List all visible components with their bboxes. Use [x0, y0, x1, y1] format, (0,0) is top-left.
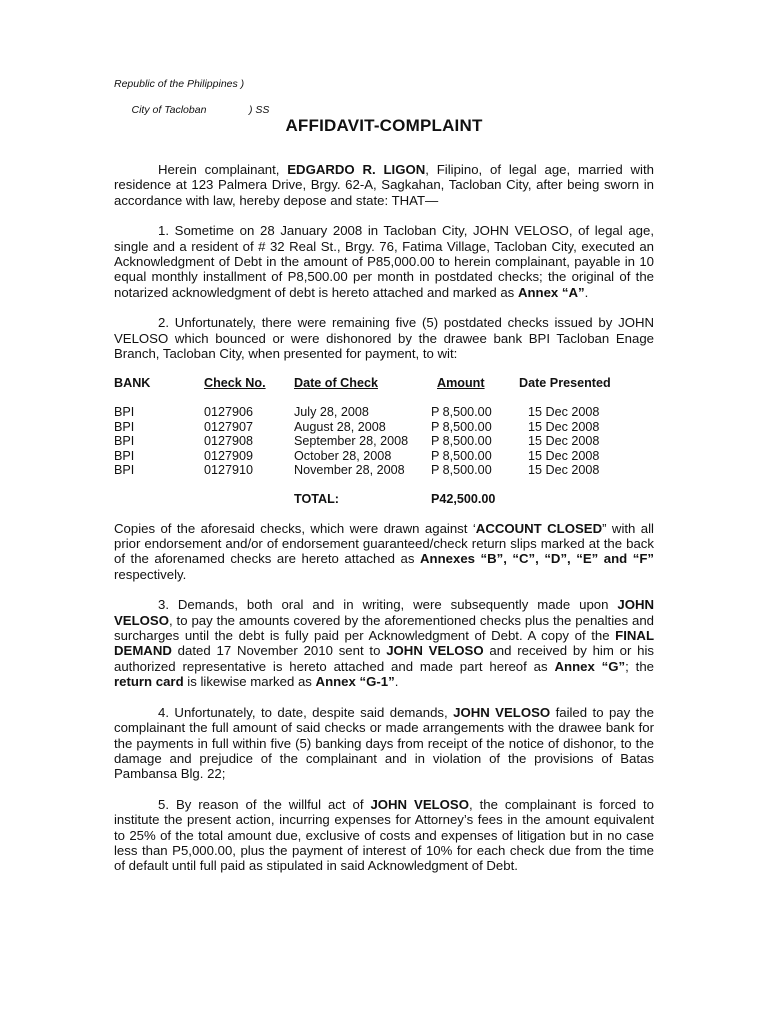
intro-paragraph [114, 162, 654, 208]
table-row [114, 434, 629, 449]
venue-city: City of Tacloban [131, 104, 207, 116]
cell-bank: BPI [114, 434, 135, 449]
return-card: return card [114, 674, 184, 690]
total-value: P42,500.00 [431, 492, 496, 507]
cell-amount: P 8,500.00 [431, 463, 492, 478]
paragraph-2: 2. Unfortunately, there were remaining five (5) postdated checks issued by JOHN VELOSO which bounced or were dishonored by the drawee bank BPI Tacloban Enage Branch, Tacloban City, when presented for payment, to wit: [114, 315, 654, 362]
paragraph-4: 4. Unfortunately, to date, despite said demands, JOHN VELOSO failed to pay the complainant the full amount of said checks or made arrangements with the drawee bank for the payments in full within five (5) banking days from receipt of the notice of dishonor, to the damage and prejudice of the complainant and in violation of the provisions of Batas Pambansa Blg. 22; [114, 704, 654, 782]
cell-date: July 28, 2008 [294, 405, 369, 420]
paragraph-3: 3. Demands, both oral and in writing, were subsequently made upon JOHN VELOSO, to pay the amounts covered by the aforementioned checks plus the penalties and surcharges until the debt is fully paid per Acknowledgment of Debt. A copy of the FINAL DEMAND dated 17 November 2010 sent to JOHN VELOSO and received by him or his authorized representative is hereto attached and made part hereof as Annex “G”; the return card is likewise marked as Annex “G-1”. [114, 597, 655, 690]
table-row [114, 463, 629, 478]
table-row [114, 449, 629, 464]
header-amount: Amount [437, 376, 485, 391]
cell-presented: 15 Dec 2008 [528, 434, 600, 449]
venue-line-republic: Republic of the Philippines ) [114, 78, 245, 90]
table-row [114, 405, 629, 420]
cell-date: October 28, 2008 [294, 448, 392, 463]
paragraph-5: 5. By reason of the willful act of JOHN VELOSO, the complainant is forced to institute the present action, incurring expenses for Attorney’s fees in the amount equivalent to 25% of the total amount due, exclusive of costs and expenses of litigation but in no case less than P5,000.00, plus the payment of interest of 10% for each check due from the time of default until full paid as stipulated in said Acknowledgment of Debt. [114, 796, 654, 874]
header-check-no: Check No. [204, 376, 266, 391]
document-body [114, 162, 654, 889]
final-demand: FINAL DEMAND [114, 628, 654, 659]
annex-g: Annex “G” [554, 658, 626, 674]
cell-check-no: 0127907 [204, 419, 254, 434]
cell-bank: BPI [114, 405, 135, 420]
header-date-of-check: Date of Check [294, 376, 378, 391]
annexes-b-to-f: Annexes “B”, “C”, “D”, “E” and “F” [420, 551, 654, 567]
cell-presented: 15 Dec 2008 [528, 448, 600, 463]
venue-ss: ) SS [249, 104, 270, 116]
total-label: TOTAL: [294, 492, 339, 507]
table-row [114, 420, 629, 435]
cell-date: August 28, 2008 [294, 419, 386, 434]
cell-check-no: 0127906 [204, 405, 254, 420]
checks-header-row [114, 376, 629, 405]
paragraph-1-text: 1. Sometime on 28 January 2008 in Tacloban City, JOHN VELOSO, of legal age, single and a resident of # 32 Real St., Brgy. 76, Fatima Village, Tacloban City, executed an Acknowledgment of Debt in the amount of P85,000.00 to herein complainant, payable in 10 equal monthly installment of P8,500.00 per month in postdated checks; the original of the notarized acknowledgment of debt is hereto attached and marked as [114, 223, 654, 300]
annex-g-1: Annex “G-1” [315, 674, 395, 690]
cell-presented: 15 Dec 2008 [528, 463, 600, 478]
cell-date: September 28, 2008 [294, 434, 409, 449]
annex-a: Annex “A” [517, 284, 585, 300]
total-row [114, 478, 629, 507]
cell-presented: 15 Dec 2008 [528, 419, 600, 434]
document-title: AFFIDAVIT-COMPLAINT [285, 116, 483, 135]
cell-bank: BPI [114, 419, 135, 434]
paragraph-1-end: . [584, 284, 589, 300]
cell-check-no: 0127909 [204, 448, 254, 463]
cell-amount: P 8,500.00 [431, 405, 492, 420]
header-bank: BANK [114, 376, 151, 391]
intro-text: Herein complainant, [158, 162, 288, 177]
checks-table [114, 376, 629, 506]
cell-bank: BPI [114, 463, 135, 478]
header-date-presented: Date Presented [519, 376, 611, 391]
cell-check-no: 0127908 [204, 434, 254, 449]
cell-amount: P 8,500.00 [431, 419, 492, 434]
cell-check-no: 0127910 [204, 463, 254, 478]
copies-paragraph: Copies of the aforesaid checks, which were drawn against ‘ACCOUNT CLOSED” with all prior endorsement and/or of endorsement guaranteed/check return slips marked at the back of the aforenamed checks are hereto attached as Annexes “B”, “C”, “D”, “E” and “F” respectively. [114, 520, 654, 582]
cell-date: November 28, 2008 [294, 463, 405, 478]
cell-amount: P 8,500.00 [431, 448, 492, 463]
cell-presented: 15 Dec 2008 [528, 405, 600, 420]
cell-amount: P 8,500.00 [431, 434, 492, 449]
account-closed: ACCOUNT CLOSED [475, 520, 603, 536]
complainant-name: EDGARDO R. LIGON [287, 162, 426, 177]
cell-bank: BPI [114, 448, 135, 463]
intro-text-2: , Filipino, of legal age, married with residence at 123 Palmera Drive, Brgy. 62-A, Sagkahan, Tacloban City, after being sworn in accordance with law, hereby depose and state: THAT— [114, 162, 654, 208]
paragraph-1 [114, 223, 654, 300]
